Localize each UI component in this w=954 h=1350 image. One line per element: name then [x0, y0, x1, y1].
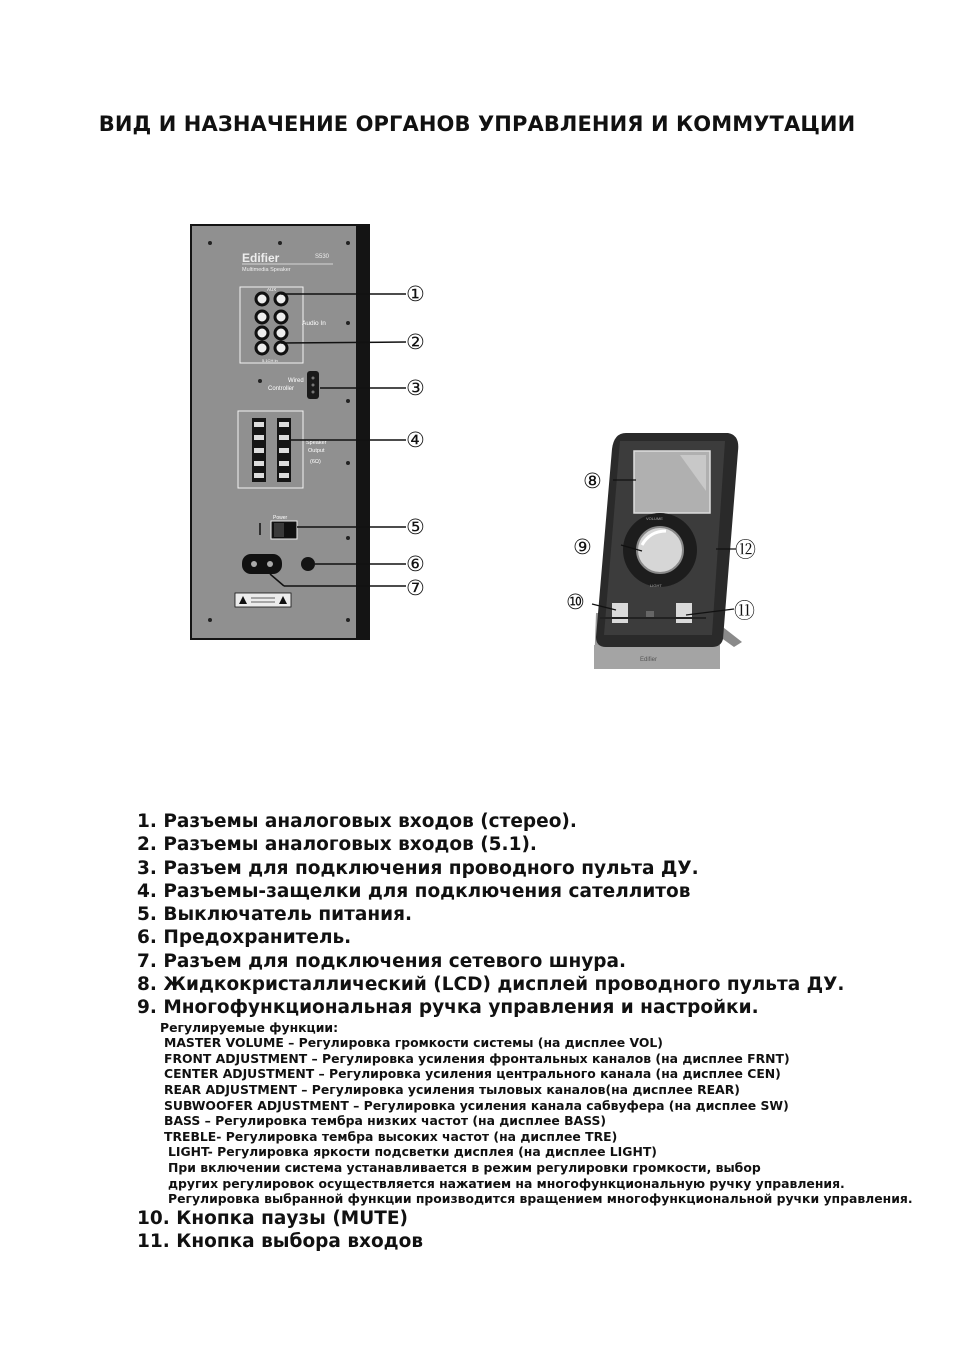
knob-bottom-label: LIGHT — [650, 583, 662, 588]
list-item-8: 8. Жидкокристаллический (LCD) дисплей проводного пульта ДУ. — [137, 974, 845, 996]
list-item-10: 10. Кнопка паузы (MUTE) — [137, 1207, 408, 1229]
controls-illustration — [150, 205, 830, 705]
list-item-9: 9. Многофункциональная ручка управления и настройки. — [137, 997, 759, 1019]
callout-9: ⑨ — [573, 535, 592, 559]
wired-controller-label: Wired Controller — [268, 378, 304, 392]
callout-7: ⑦ — [406, 576, 425, 600]
function-bass: BASS – Регулировка тембра низких частот (на дисплее BASS) — [164, 1113, 607, 1129]
list-item-4: 4. Разъемы-защелки для подключения сателлитов — [137, 880, 691, 902]
callout-10: ⑩ — [566, 590, 585, 614]
callout-11: ⑪ — [734, 599, 755, 623]
list-item-11: 11. Кнопка выбора входов — [137, 1231, 424, 1253]
list-item-1: 1. Разъемы аналоговых входов (стерео). — [137, 811, 577, 832]
features-list — [137, 810, 927, 1253]
callout-8: ⑧ — [583, 469, 602, 493]
list-item-2: 2. Разъемы аналоговых входов (5.1). — [137, 834, 537, 856]
speaker-output-label: Speaker Output — [306, 440, 327, 454]
functions-heading: Регулируемые функции: — [160, 1019, 339, 1035]
knob-top-label: VOLUME — [646, 516, 663, 521]
wired-remote — [594, 433, 742, 669]
function-treble: TREBLE- Регулировка тембра высоких частот (на дисплее TRE) — [164, 1128, 618, 1144]
ohm-label: (6Ω) — [310, 459, 321, 465]
function-subwoofer: SUBWOOFER ADJUSTMENT – Регулировка усиления канала сабвуфера (на дисплее SW) — [164, 1097, 789, 1113]
callout-5: ⑤ — [406, 515, 425, 539]
callout-3: ③ — [406, 376, 425, 400]
audio-in-label: Audio In — [302, 320, 326, 327]
function-master-volume: MASTER VOLUME – Регулировка громкости системы (на дисплее VOL) — [164, 1035, 663, 1051]
function-front: FRONT ADJUSTMENT – Регулировка усиления фронтальных каналов (на дисплее FRNT) — [164, 1050, 790, 1066]
page-title: ВИД И НАЗНАЧЕНИЕ ОРГАНОВ УПРАВЛЕНИЯ И КОММУТАЦИИ — [98, 112, 856, 136]
callout-2: ② — [406, 330, 425, 354]
function-rear: REAR ADJUSTMENT – Регулировка усиления тыловых каналов(на дисплее REAR) — [164, 1082, 740, 1098]
remote-brand: Edifier — [640, 657, 658, 663]
power-label: Power — [273, 515, 288, 521]
function-center: CENTER ADJUSTMENT – Регулировка усиления центрального канала (на дисплее CEN) — [164, 1066, 781, 1082]
list-item-5: 5. Выключатель питания. — [137, 904, 413, 926]
note-line-2: других регулировок осуществляется нажатием на многофункциональную ручку управления. — [168, 1175, 845, 1191]
input-51-label: 5.1CH In — [262, 358, 278, 363]
callout-6: ⑥ — [406, 552, 425, 576]
callout-4: ④ — [406, 428, 425, 452]
panel-brand: Edifier — [242, 251, 280, 265]
aux-label: AUX — [267, 287, 277, 292]
panel-model: S530 — [315, 254, 330, 260]
list-item-3: 3. Разъем для подключения проводного пульта ДУ. — [137, 857, 699, 879]
list-item-7: 7. Разъем для подключения сетевого шнура. — [137, 950, 627, 972]
rear-panel — [190, 224, 370, 640]
callout-1: ① — [406, 282, 425, 306]
list-item-6: 6. Предохранитель. — [137, 927, 352, 949]
callout-12: ⑫ — [735, 538, 756, 562]
note-line-1: При включении система устанавливается в режим регулировки громкости, выбор — [168, 1160, 761, 1176]
function-light: LIGHT- Регулировка яркости подсветки дисплея (на дисплее LIGHT) — [168, 1144, 657, 1160]
panel-subtitle: Multimedia Speaker — [242, 267, 291, 273]
note-line-3: Регулировка выбранной функции производится вращением многофункциональной ручки управления. — [168, 1191, 913, 1207]
